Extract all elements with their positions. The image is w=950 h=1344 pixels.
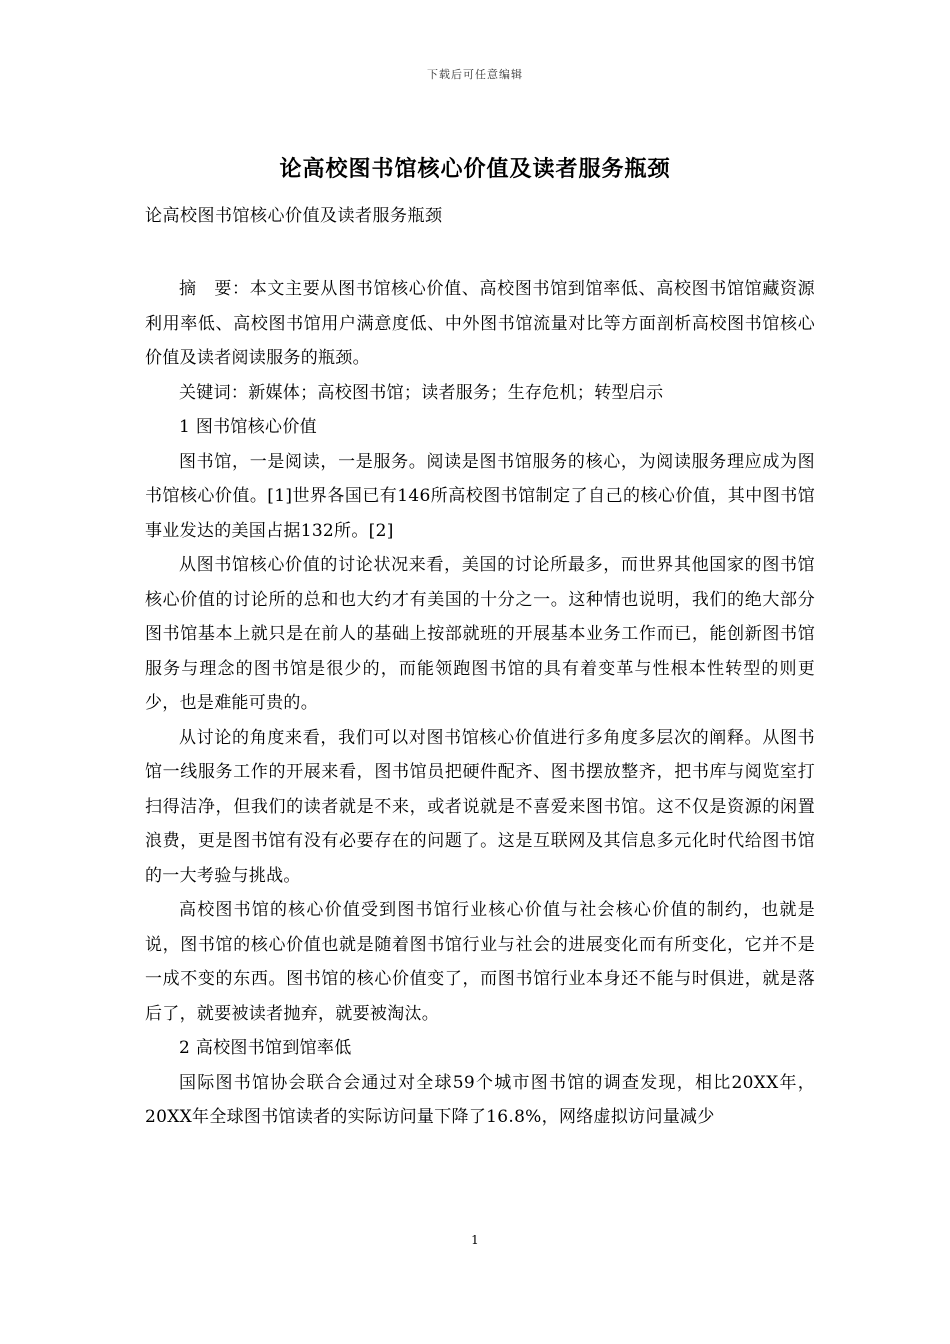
section-heading-2: 2 高校图书馆到馆率低 <box>179 1038 352 1058</box>
body-paragraph: 高校图书馆的核心价值受到图书馆行业核心价值与社会核心价值的制约，也就是说，图书馆的核心价值也就是随着图书馆行业与社会的进展变化而有所变化，它并不是一成不变的东西。图书馆的核心价值变了，而图书馆行业本身还不能与时俱进，就是落后了，就要被读者抛弃，就要被淘汰。 <box>145 900 815 1024</box>
document-body <box>145 272 815 1135</box>
body-paragraph: 从讨论的角度来看，我们可以对图书馆核心价值进行多角度多层次的阐释。从图书馆一线服务工作的开展来看，图书馆员把硬件配齐、图书摆放整齐，把书库与阅览室打扫得洁净，但我们的读者就是不来，或者说就是不喜爱来图书馆。这不仅是资源的闲置浪费，更是图书馆有没有必要存在的问题了。这是互联网及其信息多元化时代给图书馆的一大考验与挑战。 <box>145 727 815 886</box>
abstract-paragraph: 摘 要：本文主要从图书馆核心价值、高校图书馆到馆率低、高校图书馆馆藏资源利用率低、高校图书馆用户满意度低、中外图书馆流量对比等方面剖析高校图书馆核心价值及读者阅读服务的瓶颈。 <box>145 279 815 368</box>
body-paragraph: 图书馆，一是阅读，一是服务。阅读是图书馆服务的核心，为阅读服务理应成为图书馆核心价值。[1]世界各国已有146所高校图书馆制定了自己的核心价值，其中图书馆事业发达的美国占据132所。[2] <box>145 451 815 541</box>
document-title: 论高校图书馆核心价值及读者服务瓶颈 <box>279 156 671 182</box>
document-subtitle: 论高校图书馆核心价值及读者服务瓶颈 <box>145 206 443 226</box>
body-paragraph: 从图书馆核心价值的讨论状况来看，美国的讨论所最多，而世界其他国家的图书馆核心价值的讨论所的总和也大约才有美国的十分之一。这种情也说明，我们的绝大部分图书馆基本上就只是在前人的基础上按部就班的开展基本业务工作而已，能创新图书馆服务与理念的图书馆是很少的，而能领跑图书馆的具有着变革与性根本性转型的则更少，也是难能可贵的。 <box>145 555 815 713</box>
keywords-paragraph: 关键词：新媒体；高校图书馆；读者服务；生存危机；转型启示 <box>179 382 664 403</box>
section-heading-1: 1 图书馆核心价值 <box>179 417 317 437</box>
page-number: 1 <box>471 1233 479 1247</box>
body-paragraph: 国际图书馆协会联合会通过对全球59个城市图书馆的调查发现，相比20XX年，20XX年全球图书馆读者的实际访问量下降了16.8%，网络虚拟访问量减少 <box>145 1072 815 1127</box>
header-note: 下载后可任意编辑 <box>427 68 523 81</box>
